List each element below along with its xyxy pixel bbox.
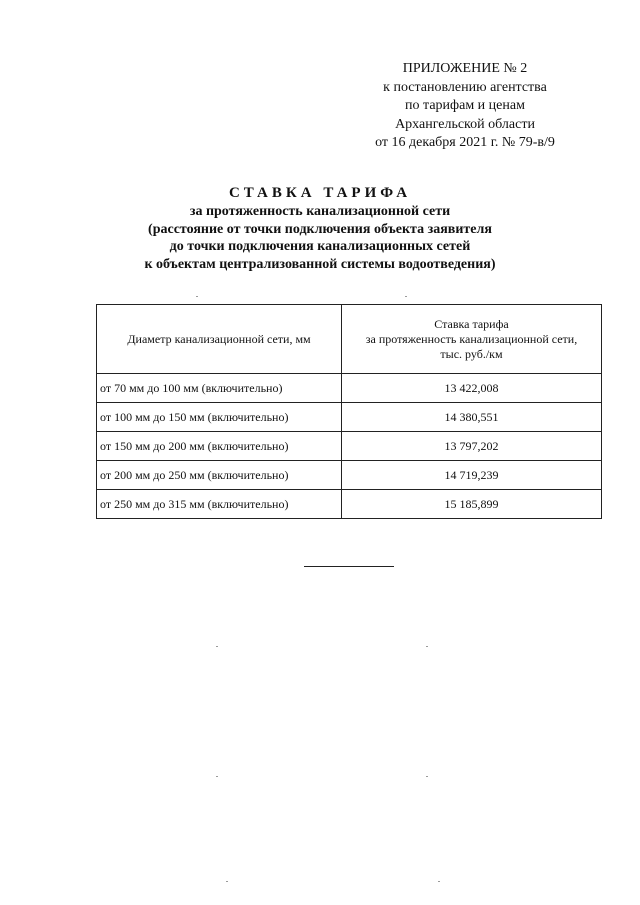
table-row [97, 374, 602, 403]
row-rate: 14 719,239 [342, 461, 602, 490]
row-rate: 14 380,551 [342, 403, 602, 432]
scan-speck [216, 776, 218, 777]
appendix-date: от 16 декабря 2021 г. № 79-в/9 [375, 135, 555, 150]
header-rate [342, 305, 602, 374]
scan-speck [426, 646, 428, 647]
row-range: от 250 мм до 315 мм (включительно) [97, 490, 342, 519]
row-range: от 70 мм до 100 мм (включительно) [97, 374, 342, 403]
appendix-region: Архангельской области [395, 116, 535, 132]
header-rate-line-3: тыс. руб./км [440, 346, 503, 361]
scan-speck [426, 776, 428, 777]
row-range: от 200 мм до 250 мм (включительно) [97, 461, 342, 490]
row-range: от 100 мм до 150 мм (включительно) [97, 403, 342, 432]
row-rate: 13 422,008 [342, 374, 602, 403]
title-line-1: за протяженность канализационной сети [189, 204, 451, 219]
title-line-3: до точки подключения канализационных сетей [169, 239, 471, 254]
header-rate-line-1: Ставка тарифа [434, 316, 509, 331]
appendix-header [340, 60, 590, 153]
table-row [97, 490, 602, 519]
scan-speck [405, 296, 407, 297]
scan-speck [196, 296, 198, 297]
table-row [97, 432, 602, 461]
row-range: от 150 мм до 200 мм (включительно) [97, 432, 342, 461]
table-header-row [97, 305, 602, 374]
tariff-table [96, 304, 602, 519]
scan-speck [216, 646, 218, 647]
appendix-number: ПРИЛОЖЕНИЕ № 2 [402, 61, 528, 76]
header-diameter: Диаметр канализационной сети, мм [97, 305, 342, 374]
row-rate: 15 185,899 [342, 490, 602, 519]
title-main: СТАВКА ТАРИФА [228, 185, 412, 201]
table-row [97, 403, 602, 432]
row-rate: 13 797,202 [342, 432, 602, 461]
appendix-agency: по тарифам и ценам [405, 98, 525, 113]
scan-speck [226, 881, 228, 882]
scan-speck [438, 881, 440, 882]
header-rate-line-2: за протяженность канализационной сети, [365, 331, 578, 346]
title-line-2: (расстояние от точки подключения объекта заявителя [148, 221, 492, 237]
appendix-reference: к постановлению агентства [383, 79, 547, 95]
document-title [80, 183, 560, 273]
closing-divider [304, 566, 394, 567]
table-row [97, 461, 602, 490]
title-line-4: к объектам централизованной системы водоотведения) [144, 256, 496, 272]
